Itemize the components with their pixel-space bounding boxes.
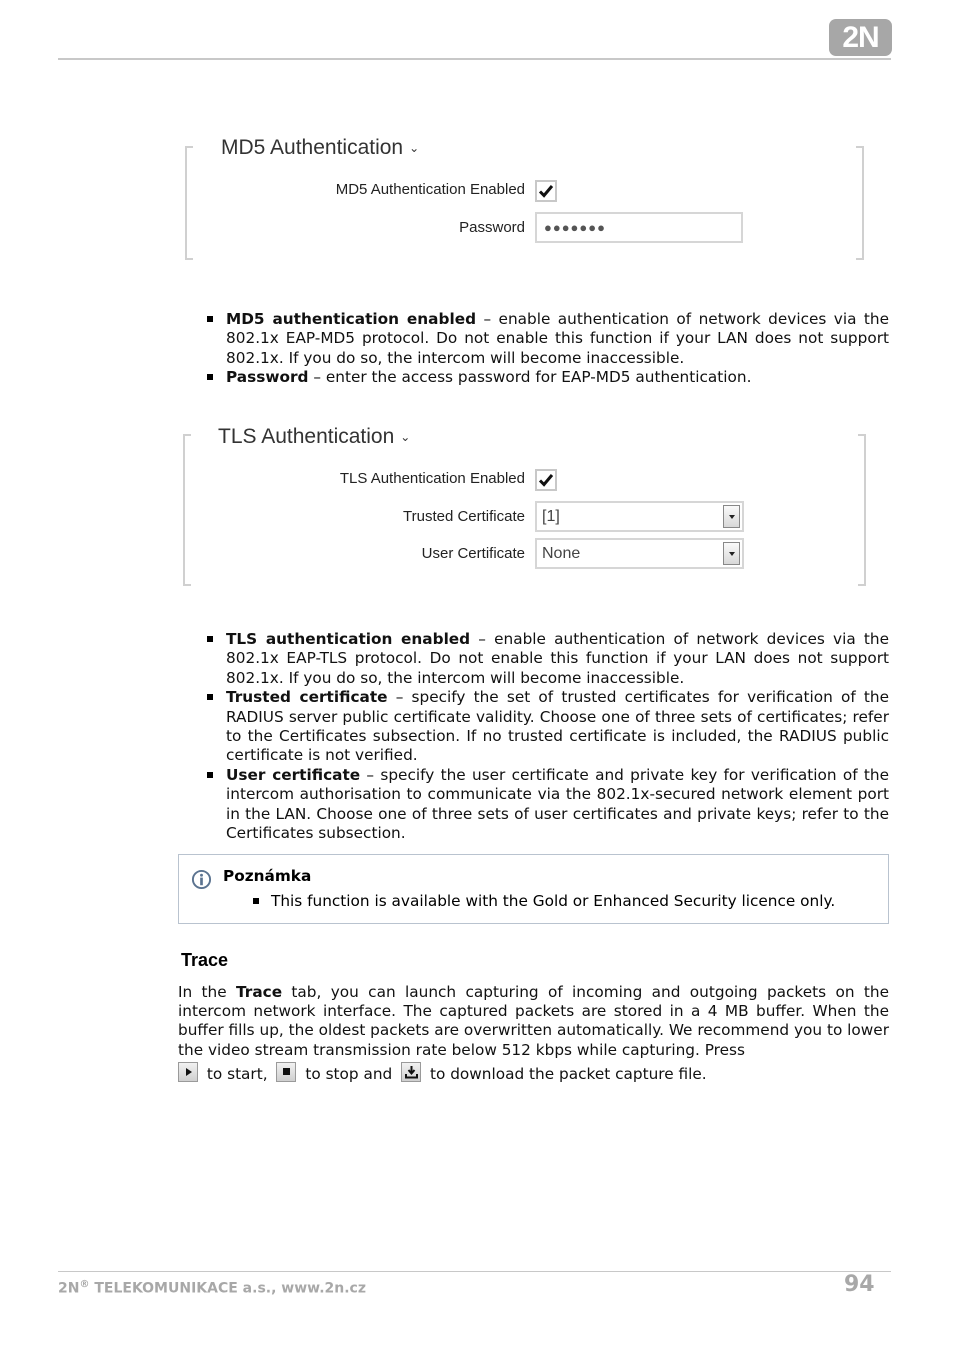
tls-panel-title[interactable] bbox=[218, 425, 410, 449]
trace-paragraph bbox=[178, 983, 889, 1060]
note-item: This function is available with the Gold or Enhanced Security licence only. bbox=[253, 892, 835, 910]
list-item bbox=[207, 630, 889, 688]
text: to stop and bbox=[305, 1065, 393, 1083]
description: – enter the access password for EAP-MD5 authentication. bbox=[308, 368, 752, 387]
trace-controls-line bbox=[178, 1060, 707, 1088]
term: Trusted certificate bbox=[226, 688, 388, 707]
tls-enabled-checkbox[interactable] bbox=[535, 469, 557, 491]
md5-enabled-checkbox[interactable] bbox=[535, 180, 557, 202]
trusted-certificate-select[interactable] bbox=[535, 501, 744, 532]
term: User certificate bbox=[226, 765, 361, 784]
user-certificate-value: None bbox=[542, 545, 581, 562]
play-icon bbox=[178, 1062, 198, 1082]
tls-enabled-label: TLS Authentication Enabled bbox=[339, 470, 525, 487]
text-bold: Trace bbox=[236, 983, 283, 1001]
section-heading-trace: Trace bbox=[181, 950, 229, 970]
list-item bbox=[207, 368, 889, 387]
text: to download the packet capture file. bbox=[430, 1065, 707, 1083]
dropdown-arrow-icon[interactable] bbox=[723, 505, 740, 528]
registered-mark: ® bbox=[79, 1279, 90, 1290]
panel-bracket-left bbox=[183, 434, 191, 586]
trusted-certificate-value: [1] bbox=[542, 508, 560, 525]
md5-panel-title[interactable] bbox=[221, 136, 419, 160]
trusted-certificate-label: Trusted Certificate bbox=[403, 508, 525, 525]
term: MD5 authentication enabled bbox=[226, 310, 477, 328]
term: TLS authentication enabled bbox=[226, 630, 471, 648]
list-item bbox=[207, 310, 889, 368]
dropdown-arrow-icon[interactable] bbox=[723, 542, 740, 565]
chevron-down-icon[interactable]: ⌄ bbox=[400, 430, 411, 445]
tls-panel-title-text: TLS Authentication bbox=[218, 425, 395, 448]
user-certificate-select[interactable] bbox=[535, 538, 744, 569]
brand-logo: 2N bbox=[829, 19, 892, 56]
panel-bracket-right bbox=[856, 146, 864, 260]
panel-bracket-left bbox=[185, 146, 193, 260]
password-label: Password bbox=[459, 219, 525, 236]
text: tab, you can launch capturing of incoming and outgoing packets on the intercom network interface. The captured packets are stored in a 4 MB buffer. When the buffer fills up, the oldest packets are overwritten automatically. We recommend you to lower the video stream transmission rate below 512 kbps while capturing. Press bbox=[178, 983, 889, 1059]
md5-description-list bbox=[207, 310, 889, 388]
list-item bbox=[207, 766, 889, 844]
tls-description-list bbox=[207, 630, 889, 843]
list-item bbox=[207, 688, 889, 766]
text: TELEKOMUNIKACE a.s., www.2n.cz bbox=[89, 1280, 366, 1297]
stop-icon bbox=[276, 1062, 296, 1082]
checkmark-icon bbox=[538, 472, 554, 488]
footer-divider bbox=[58, 1271, 891, 1272]
note-title: Poznámka bbox=[223, 867, 312, 885]
download-icon bbox=[401, 1062, 421, 1082]
chevron-down-icon[interactable]: ⌄ bbox=[409, 141, 420, 156]
description: – enable authentication of network devices via the 802.1x EAP-MD5 protocol. Do not enable this function if your LAN does not support 802.1x. If you do so, the intercom will become inaccessible. bbox=[226, 310, 889, 367]
password-input[interactable]: ●●●●●●● bbox=[535, 212, 743, 243]
text: 2N bbox=[58, 1280, 80, 1297]
footer-company bbox=[58, 1279, 366, 1297]
description: – specify the set of trusted certificates for verification of the RADIUS server public certificate validity. Choose one of three sets of certificates; refer to the Certificates subsection. If no trusted certificate is included, the RADIUS public certificate is not verified. bbox=[226, 688, 889, 765]
note-box bbox=[178, 854, 889, 924]
info-icon bbox=[191, 869, 212, 890]
description: – specify the user certificate and private key for verification of the intercom authorisation to communicate via the 802.1x-secured network element port in the LAN. Choose one of three sets of user certificates and private keys; refer to the Certificates subsection. bbox=[226, 765, 889, 843]
description: – enable authentication of network devices via the 802.1x EAP-TLS protocol. Do not enable this function if your LAN does not support 802.1x. If you do so, the intercom will become inaccessible. bbox=[226, 630, 889, 687]
md5-enabled-label: MD5 Authentication Enabled bbox=[335, 181, 525, 198]
user-certificate-label: User Certificate bbox=[421, 545, 525, 562]
header-divider bbox=[58, 58, 891, 60]
md5-panel-title-text: MD5 Authentication bbox=[221, 136, 404, 159]
term: Password bbox=[226, 368, 309, 387]
text: In the bbox=[178, 983, 237, 1001]
panel-bracket-right bbox=[858, 434, 866, 586]
page-number: 94 bbox=[844, 1272, 875, 1297]
checkmark-icon bbox=[538, 183, 554, 199]
text: to start, bbox=[206, 1065, 268, 1083]
